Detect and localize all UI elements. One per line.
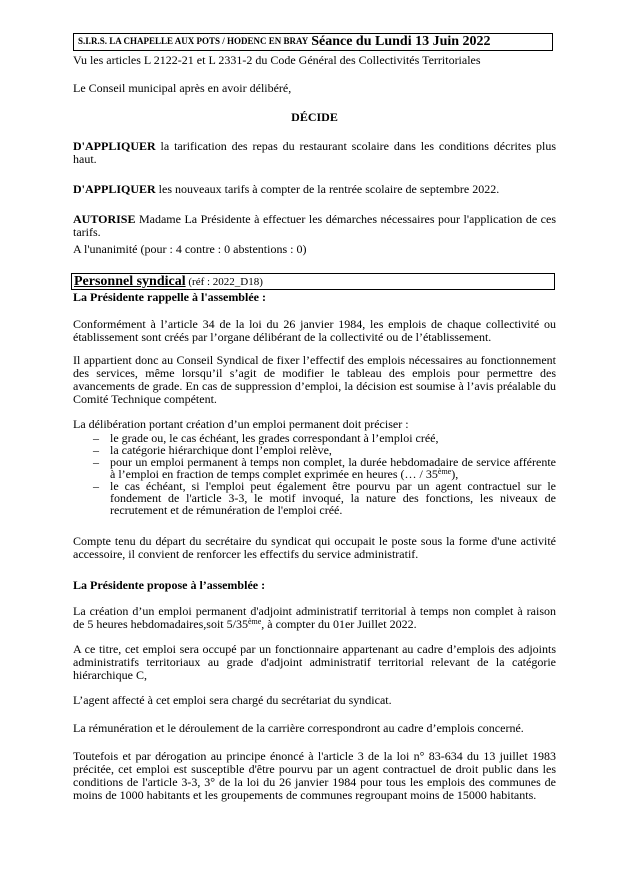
paragraph-secretariat: L’agent affecté à cet emploi sera chargé du secrétariat du syndicat. — [73, 693, 392, 707]
job-creation-text: La création d’un emploi permanent d'adjoint administratif territorial à temps non complet à raison de 5 heures hebdomadaires,soit 5/35 — [73, 604, 556, 631]
list-item: – le grade ou, le cas échéant, les grades correspondant à l’emploi créé, — [73, 432, 556, 444]
decision-text: la tarification des repas du restaurant scolaire dans les conditions décrites plus haut. — [73, 139, 556, 166]
paragraph-remuneration: La rémunération et le déroulement de la carrière correspondront au cadre d’emplois concerné. — [73, 721, 524, 735]
legal-basis: Vu les articles L 2122-21 et L 2331-2 du Code Général des Collectivités Territoriales — [73, 53, 481, 67]
paragraph-deliberation-intro: La délibération portant création d’un emploi permanent doit préciser : — [73, 417, 409, 431]
superscript: ème — [247, 617, 262, 626]
propose-heading: La Présidente propose à l’assemblée : — [73, 578, 266, 592]
decision-keyword: AUTORISE — [73, 212, 136, 226]
list-item-text: pour un emploi permanent à temps non complet, la durée hebdomadaire de service afférente à l’emploi en fraction de temps complet exprimée en heures (… / 35 — [110, 455, 556, 481]
decision-apply-new-rates — [73, 183, 556, 196]
paragraph-council-role: Il appartient donc au Conseil Syndical de fixer l’effectif des emplois nécessaires au fonctionnement des services, même lorsqu’il s’agit de modifier le tableau des emplois pour permettre des avancements de grade. En cas de suppression d’emploi, la décision est soumise à l’avis préalable du Comité Technique compétent. — [73, 353, 556, 406]
requirements-list — [73, 432, 556, 516]
decision-text: Madame La Présidente à effectuer les démarches nécessaires pour l'application de ces tarifs. — [73, 212, 556, 239]
paragraph-derogation: Toutefois et par dérogation au principe énoncé à l'article 3 de la loi n° 83-634 du 13 juillet 1983 précitée, cet emploi est susceptible d'être pourvu par un agent contractuel de droit public dans les conditions de l'article 3-3, 3° de la loi du 26 janvier 1984 pour tous les emplois des communes de moins de 1000 habitants et les groupements de communes regroupant moins de 15000 habitants. — [73, 749, 556, 802]
paragraph-secretary-departure: Compte tenu du départ du secrétaire du syndicat qui occupait le poste sous la forme d'une activité accessoire, il convient de renforcer les effectifs du service administratif. — [73, 534, 556, 561]
session-header — [73, 33, 553, 51]
session-date: Séance du Lundi 13 Juin 2022 — [311, 34, 491, 49]
job-creation-date: , à compter du 01er Juillet 2022. — [261, 617, 417, 631]
decision-text: les nouveaux tarifs à compter de la rentrée scolaire de septembre 2022. — [155, 182, 500, 196]
organization-name: S.I.R.S. LA CHAPELLE AUX POTS / HODENC EN BRAY — [78, 36, 309, 46]
paragraph-civil-servant: A ce titre, cet emploi sera occupé par un fonctionnaire appartenant au cadre d’emplois des adjoints administratifs territoriaux au grade d'adjoint administratif territorial relevant de la catégorie hiérarchique C, — [73, 642, 556, 682]
list-item: – le cas échéant, si l'emploi peut également être pourvu par un agent contractuel sur le fondement de l'article 3-3, le motif invoqué, la nature des fonctions, les niveaux de recrutement et de rémunération de l'emploi créé. — [73, 480, 556, 516]
paragraph-article-34: Conformément à l’article 34 de la loi du 26 janvier 1984, les emplois de chaque collectivité ou établissement sont créés par l’organe délibérant de la collectivité ou de l’établissement. — [73, 317, 556, 344]
section-reference: (réf : 2022_D18) — [185, 276, 263, 288]
decision-heading: DÉCIDE — [291, 110, 338, 124]
recall-heading: La Présidente rappelle à l'assemblée : — [73, 290, 266, 304]
list-item — [73, 456, 556, 480]
list-item-text-end: ), — [451, 467, 459, 481]
decision-apply-tariff — [73, 140, 556, 166]
decision-keyword: D'APPLIQUER — [73, 139, 156, 153]
vote-result: A l'unanimité (pour : 4 contre : 0 abstentions : 0) — [73, 242, 307, 256]
section-header — [71, 273, 555, 290]
council-statement: Le Conseil municipal après en avoir délibéré, — [73, 81, 292, 95]
decision-authorize — [73, 213, 556, 239]
paragraph-job-creation — [73, 605, 556, 631]
section-title: Personnel syndical — [74, 274, 186, 289]
decision-keyword: D'APPLIQUER — [73, 182, 156, 196]
superscript: ème — [437, 467, 452, 476]
list-item: – la catégorie hiérarchique dont l’emploi relève, — [73, 444, 556, 456]
